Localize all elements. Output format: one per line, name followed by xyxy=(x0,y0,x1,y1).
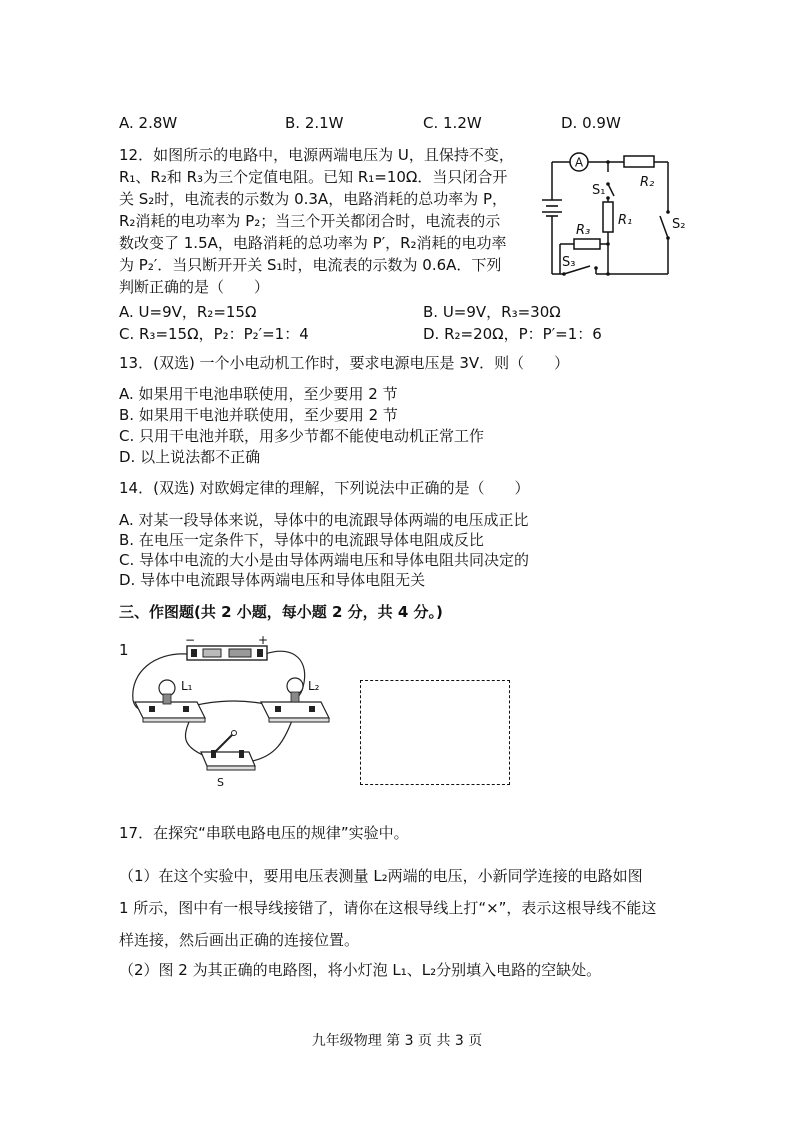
s2-label: S₂ xyxy=(672,217,686,232)
switch-icon xyxy=(201,731,255,771)
q17-part1-line-3: 样连接，然后画出正确的连接位置。 xyxy=(119,931,360,949)
l2-label: L₂ xyxy=(308,679,320,693)
r1-label: R₁ xyxy=(618,213,633,228)
q14-stem: 14．(双选) 对欧姆定律的理解，下列说法中正确的是（ ） xyxy=(119,479,530,497)
q17-part1-line-1: （1）在这个实验中，要用电压表测量 L₂两端的电压，小新同学连接的电路如图 xyxy=(119,867,643,885)
q13-option-b: B. 如果用干电池并联使用，至少要用 2 节 xyxy=(119,406,398,424)
q11-option-c: C. 1.2W xyxy=(423,114,482,132)
q12-option-c: C. R₃=15Ω，P₂：P₂′=1：4 xyxy=(119,325,309,343)
q12-line-1: 12．如图所示的电路中，电源两端电压为 U，且保持不变， xyxy=(119,146,514,164)
q12-line-5: 数改变了 1.5A，电路消耗的总功率为 P′，R₂消耗的电功率 xyxy=(119,234,507,252)
battery-box-icon xyxy=(187,646,267,660)
q12-option-d: D. R₂=20Ω，P：P′=1：6 xyxy=(423,325,602,343)
q17-part1-line-2: 1 所示，图中有一根导线接错了，请你在这根导线上打“×”，表示这根导线不能这 xyxy=(119,899,657,917)
q16-physical-circuit xyxy=(125,632,355,792)
q16-number: 1 xyxy=(119,641,129,659)
r2-resistor-icon xyxy=(624,156,654,167)
q12-line-7: 判断正确的是（ ） xyxy=(119,278,270,296)
switch-label: S xyxy=(217,776,224,789)
q12-option-a: A. U=9V，R₂=15Ω xyxy=(119,303,257,321)
page-footer: 九年级物理 第 3 页 共 3 页 xyxy=(311,1033,483,1049)
battery-minus-label: − xyxy=(185,633,196,647)
s3-label: S₃ xyxy=(562,255,576,270)
section-3-title: 三、作图题(共 2 小题，每小题 2 分，共 4 分。) xyxy=(119,603,443,621)
q12-line-2: R₁、R₂和 R₃为三个定值电阻。已知 R₁=10Ω．当只闭合开 xyxy=(119,168,508,186)
s1-label: S₁ xyxy=(592,183,606,198)
r2-label: R₂ xyxy=(640,175,655,190)
q12-line-6: 为 P₂′．当只断开开关 S₁时，电流表的示数为 0.6A．下列 xyxy=(119,256,502,274)
r1-resistor-icon xyxy=(603,202,613,232)
q13-option-d: D. 以上说法都不正确 xyxy=(119,448,261,466)
q11-option-a: A. 2.8W xyxy=(119,114,178,132)
q13-stem: 13．(双选) 一个小电动机工作时，要求电源电压是 3V．则（ ） xyxy=(119,354,570,372)
q11-option-b: B. 2.1W xyxy=(285,114,344,132)
q12-circuit-diagram xyxy=(540,142,690,282)
q11-option-d: D. 0.9W xyxy=(561,114,621,132)
q13-option-a: A. 如果用干电池串联使用，至少要用 2 节 xyxy=(119,385,398,403)
q13-option-c: C. 只用干电池并联，用多少节都不能使电动机正常工作 xyxy=(119,427,485,445)
r3-resistor-icon xyxy=(574,239,600,249)
q14-option-d: D. 导体中电流跟导体两端电压和导体电阻无关 xyxy=(119,571,426,589)
q14-option-a: A. 对某一段导体来说，导体中的电流跟导体两端的电压成正比 xyxy=(119,511,529,529)
ammeter-label: A xyxy=(574,155,584,170)
q12-line-3: 关 S₂时，电流表的示数为 0.3A，电路消耗的总功率为 P， xyxy=(119,190,508,208)
q17-stem: 17．在探究“串联电路电压的规律”实验中。 xyxy=(119,824,409,842)
q17-part2: （2）图 2 为其正确的电路图，将小灯泡 L₁、L₂分别填入电路的空缺处。 xyxy=(119,961,602,979)
bulb-l1-icon xyxy=(135,680,205,722)
q12-line-4: R₂消耗的电功率为 P₂；当三个开关都闭合时，电流表的示 xyxy=(119,212,501,230)
q14-option-c: C. 导体中电流的大小是由导体两端电压和导体电阻共同决定的 xyxy=(119,551,530,569)
q14-option-b: B. 在电压一定条件下，导体中的电流跟导体电阻成反比 xyxy=(119,531,484,549)
r3-label: R₃ xyxy=(576,223,591,238)
l1-label: L₁ xyxy=(181,679,193,693)
battery-plus-label: + xyxy=(258,633,269,647)
q12-option-b: B. U=9V，R₃=30Ω xyxy=(423,303,561,321)
answer-drawing-box[interactable] xyxy=(360,680,510,785)
